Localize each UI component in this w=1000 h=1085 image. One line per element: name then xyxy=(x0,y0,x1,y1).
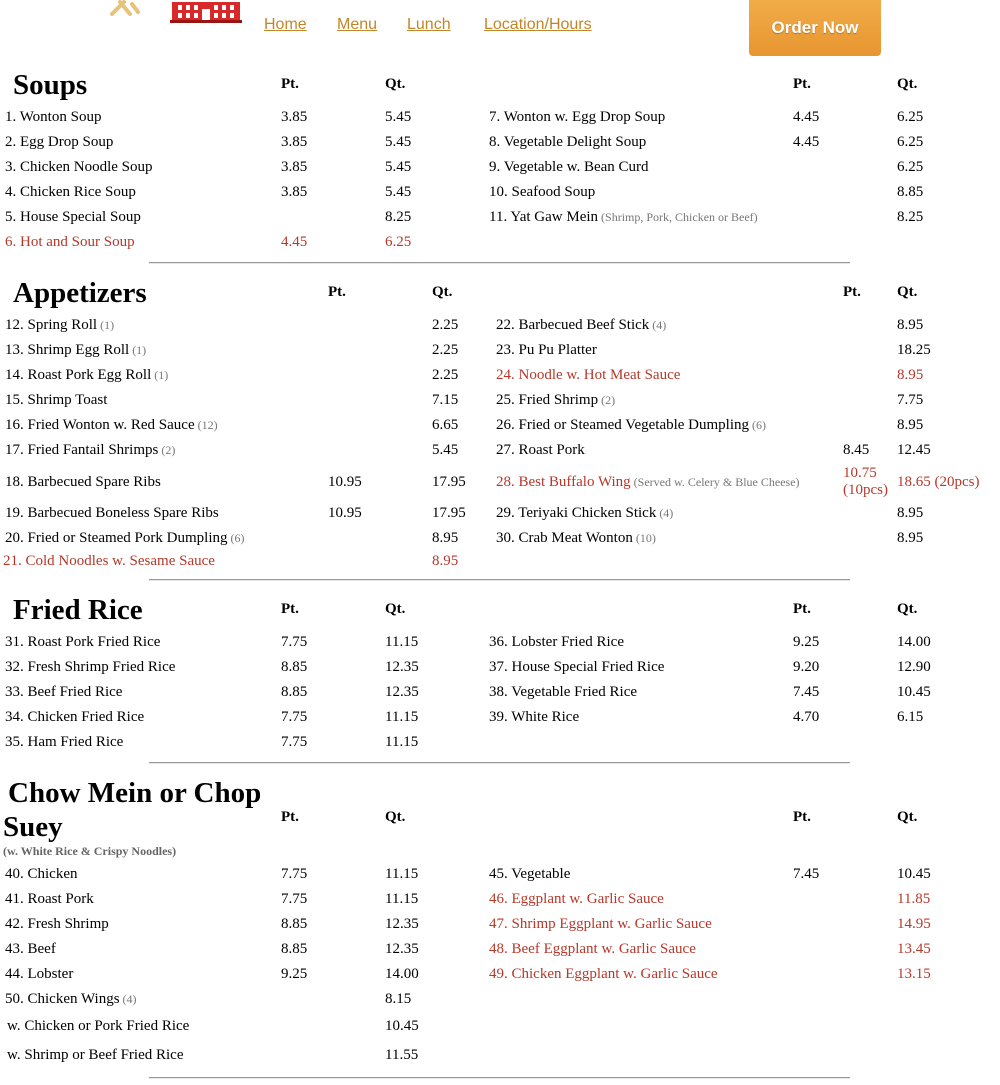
pint-price: 9.20 xyxy=(793,659,820,675)
menu-item-name: 25. Fried Shrimp xyxy=(496,392,599,408)
quart-price: 14.95 xyxy=(897,916,931,932)
menu-item-name: 42. Fresh Shrimp xyxy=(5,916,109,932)
pint-price: 7.75 xyxy=(281,634,308,650)
menu-item-name: 8. Vegetable Delight Soup xyxy=(489,134,647,150)
menu-item[interactable] xyxy=(489,208,758,226)
menu-item-name: w. Shrimp or Beef Fried Rice xyxy=(7,1047,184,1063)
quart-price: 13.45 xyxy=(897,941,931,957)
section-title: Appetizers xyxy=(13,277,147,309)
pint-price: 8.85 xyxy=(281,659,308,675)
quart-header: Qt. xyxy=(432,284,453,300)
menu-item-note: (4) xyxy=(656,506,674,520)
menu-item-name: 43. Beef xyxy=(5,941,56,957)
order-now-button[interactable]: Order Now xyxy=(749,0,881,56)
quart-price: 7.75 xyxy=(897,392,924,408)
section-title: Fried Rice xyxy=(13,594,143,626)
menu-item-name: 21. Cold Noodles w. Sesame Sauce xyxy=(3,553,215,569)
quart-price: 10.45 xyxy=(385,1018,419,1034)
quart-price: 11.15 xyxy=(385,634,419,650)
quart-price: 12.90 xyxy=(897,659,931,675)
quart-price: 10.45 xyxy=(897,866,931,882)
menu-item[interactable] xyxy=(5,965,73,983)
pint-price: 3.85 xyxy=(281,159,308,175)
pint-price: 4.45 xyxy=(793,109,820,125)
menu-item[interactable] xyxy=(5,865,78,883)
menu-item[interactable] xyxy=(496,366,680,384)
menu-item-name: 26. Fried or Steamed Vegetable Dumpling xyxy=(496,417,750,433)
menu-item-name: 35. Ham Fried Rice xyxy=(5,734,124,750)
menu-item-name: 18. Barbecued Spare Ribs xyxy=(5,474,161,490)
menu-item-name: 5. House Special Soup xyxy=(5,209,141,225)
top-nav xyxy=(0,0,1000,60)
quart-price: 11.15 xyxy=(385,709,419,725)
pint-price: 8.85 xyxy=(281,916,308,932)
menu-item-name: 14. Roast Pork Egg Roll xyxy=(5,367,152,383)
section-subtitle: (w. White Rice & Crispy Noodles) xyxy=(3,844,177,858)
quart-price: 12.45 xyxy=(897,442,931,458)
menu-item-name: 23. Pu Pu Platter xyxy=(496,342,597,358)
menu-item[interactable] xyxy=(496,341,597,359)
pint-price: 3.85 xyxy=(281,109,308,125)
quart-price: 6.25 xyxy=(897,159,924,175)
pint-header: Pt. xyxy=(281,76,299,92)
section-title: Suey xyxy=(3,811,63,843)
menu-item-note: (10) xyxy=(632,531,656,545)
quart-header: Qt. xyxy=(385,601,406,617)
menu-item-name: 3. Chicken Noodle Soup xyxy=(5,159,153,175)
quart-price: 8.95 xyxy=(897,317,924,333)
pint-price: 8.85 xyxy=(281,684,308,700)
menu-item[interactable] xyxy=(5,633,160,651)
quart-header: Qt. xyxy=(385,76,406,92)
quart-header: Qt. xyxy=(897,76,918,92)
menu-item[interactable] xyxy=(489,133,646,151)
menu-item[interactable] xyxy=(7,1046,184,1064)
quart-price: 2.25 xyxy=(432,367,459,383)
quart-price: 8.95 xyxy=(897,505,924,521)
quart-price: 14.00 xyxy=(385,966,419,982)
quart-price: 5.45 xyxy=(385,184,412,200)
menu-item[interactable] xyxy=(5,683,122,701)
menu-item-name: 48. Beef Eggplant w. Garlic Sauce xyxy=(489,941,696,957)
chopsticks-logo-icon xyxy=(110,0,160,16)
pint-price: 7.75 xyxy=(281,866,308,882)
menu-item-name: 4. Chicken Rice Soup xyxy=(5,184,136,200)
menu-item-note: (2) xyxy=(158,443,176,457)
menu-item[interactable] xyxy=(5,990,137,1008)
menu-item[interactable] xyxy=(5,341,146,359)
menu-item[interactable] xyxy=(489,658,664,676)
quart-price: 12.35 xyxy=(385,941,419,957)
menu-item[interactable] xyxy=(5,366,168,384)
quart-price: 8.95 xyxy=(432,530,459,546)
menu-item[interactable] xyxy=(489,965,718,983)
quart-header: Qt. xyxy=(385,809,406,825)
pint-price: 7.45 xyxy=(793,866,820,882)
menu-item[interactable] xyxy=(489,633,624,651)
menu-item[interactable] xyxy=(5,441,175,459)
pint-header: Pt. xyxy=(281,601,299,617)
menu-item-note: (1) xyxy=(151,368,169,382)
menu-item[interactable] xyxy=(5,708,144,726)
menu-item[interactable] xyxy=(5,316,114,334)
pint-header: Pt. xyxy=(843,284,861,300)
menu-item-name: 30. Crab Meat Wonton xyxy=(496,530,633,546)
nav-link-location-hours[interactable]: Location/Hours xyxy=(484,16,592,33)
menu-item-name: 13. Shrimp Egg Roll xyxy=(5,342,130,358)
pint-header: Pt. xyxy=(281,809,299,825)
menu-item-name: 28. Best Buffalo Wing xyxy=(496,474,631,490)
menu-item-name: 27. Roast Pork xyxy=(496,442,585,458)
pint-header: Pt. xyxy=(793,809,811,825)
pint-price: 8.85 xyxy=(281,941,308,957)
menu-item[interactable] xyxy=(5,391,107,409)
quart-price: 11.55 xyxy=(385,1047,419,1063)
menu-item[interactable] xyxy=(489,683,637,701)
pint-price: 4.70 xyxy=(793,709,820,725)
pint-header: Pt. xyxy=(793,76,811,92)
section-divider xyxy=(149,262,850,264)
menu-item[interactable] xyxy=(3,552,215,570)
quart-price: 14.00 xyxy=(897,634,931,650)
menu-item-note: (1) xyxy=(129,343,147,357)
pint-price: 8.45 xyxy=(843,442,870,458)
menu-item-name: 17. Fried Fantail Shrimps xyxy=(5,442,159,458)
menu-item-name: 9. Vegetable w. Bean Curd xyxy=(489,159,649,175)
menu-item[interactable] xyxy=(5,133,113,151)
quart-price: 10.45 xyxy=(897,684,931,700)
section-title: Chow Mein or Chop xyxy=(8,777,262,809)
menu-item[interactable] xyxy=(489,158,649,176)
menu-item-name: 50. Chicken Wings xyxy=(5,991,120,1007)
menu-item-name: 38. Vegetable Fried Rice xyxy=(489,684,638,700)
menu-item-name: 12. Spring Roll xyxy=(5,317,98,333)
menu-item[interactable] xyxy=(489,108,665,126)
menu-item-name: 22. Barbecued Beef Stick xyxy=(496,317,650,333)
menu-item-name: 47. Shrimp Eggplant w. Garlic Sauce xyxy=(489,916,712,932)
menu-item[interactable] xyxy=(489,183,595,201)
quart-price: 12.35 xyxy=(385,684,419,700)
menu-item[interactable] xyxy=(5,658,175,676)
quart-price: 11.15 xyxy=(385,734,419,750)
pint-price: 7.75 xyxy=(281,734,308,750)
menu-item-name: 49. Chicken Eggplant w. Garlic Sauce xyxy=(489,966,718,982)
menu-item[interactable] xyxy=(5,940,56,958)
pint-price: 4.45 xyxy=(281,234,308,250)
menu-item[interactable] xyxy=(5,915,109,933)
quart-price: 8.25 xyxy=(897,209,924,225)
quart-price: 8.95 xyxy=(897,367,924,383)
menu-item[interactable] xyxy=(496,441,585,459)
quart-price: 7.15 xyxy=(432,392,459,408)
pint-price: 7.75 xyxy=(281,709,308,725)
menu-item[interactable] xyxy=(5,733,123,751)
quart-price: 8.95 xyxy=(897,530,924,546)
menu-item-name: 32. Fresh Shrimp Fried Rice xyxy=(5,659,176,675)
quart-price: 12.35 xyxy=(385,659,419,675)
menu-item-name: 31. Roast Pork Fried Rice xyxy=(5,634,161,650)
pint-price: 7.75 xyxy=(281,891,308,907)
quart-price: 6.25 xyxy=(897,109,924,125)
quart-header: Qt. xyxy=(897,601,918,617)
menu-item[interactable] xyxy=(7,1017,189,1035)
pint-price: 9.25 xyxy=(281,966,308,982)
quart-price: 11.15 xyxy=(385,891,419,907)
pint-price: 7.45 xyxy=(793,684,820,700)
menu-item[interactable] xyxy=(489,865,570,883)
section-divider xyxy=(149,579,850,581)
quart-price: 8.25 xyxy=(385,209,412,225)
menu-item-name: 16. Fried Wonton w. Red Sauce xyxy=(5,417,195,433)
menu-item[interactable] xyxy=(489,915,712,933)
nav-link-home[interactable]: Home xyxy=(264,16,307,33)
nav-link-menu[interactable]: Menu xyxy=(337,16,378,33)
pint-header: Pt. xyxy=(793,601,811,617)
menu-item[interactable] xyxy=(489,890,664,908)
menu-item[interactable] xyxy=(5,183,136,201)
menu-item-name: 39. White Rice xyxy=(489,709,580,725)
menu-item[interactable] xyxy=(5,473,161,491)
menu-item-note: (1) xyxy=(97,318,115,332)
menu-item[interactable] xyxy=(496,504,673,522)
quart-price: 17.95 xyxy=(432,505,466,521)
menu-item-name: 2. Egg Drop Soup xyxy=(5,134,114,150)
pint-price: 10.95 xyxy=(328,505,362,521)
pint-price: 10.95 xyxy=(328,474,362,490)
quart-price: 8.15 xyxy=(385,991,412,1007)
menu-item[interactable] xyxy=(5,504,219,522)
quart-price: 5.45 xyxy=(385,134,412,150)
menu-item-name: 33. Beef Fried Rice xyxy=(5,684,123,700)
menu-item-note: (Shrimp, Pork, Chicken or Beef) xyxy=(598,210,758,224)
menu-item-name: 7. Wonton w. Egg Drop Soup xyxy=(489,109,666,125)
quart-price: 6.25 xyxy=(897,134,924,150)
menu-item[interactable] xyxy=(489,708,579,726)
menu-item-name: 46. Eggplant w. Garlic Sauce xyxy=(489,891,664,907)
menu-item-note: (4) xyxy=(119,992,137,1006)
quart-price: 6.15 xyxy=(897,709,924,725)
menu-item-note: (6) xyxy=(749,418,767,432)
menu-item[interactable] xyxy=(496,473,800,491)
quart-header: Qt. xyxy=(897,809,918,825)
quart-price: 2.25 xyxy=(432,317,459,333)
menu-item-name: 6. Hot and Sour Soup xyxy=(5,234,135,250)
menu-item[interactable] xyxy=(5,233,135,251)
menu-item-name: 20. Fried or Steamed Pork Dumpling xyxy=(5,530,228,546)
menu-item-name: 40. Chicken xyxy=(5,866,78,882)
menu-item-name: 19. Barbecued Boneless Spare Ribs xyxy=(5,505,219,521)
quart-price: 5.45 xyxy=(385,109,412,125)
section-divider xyxy=(149,762,850,764)
quart-price: 17.95 xyxy=(432,474,466,490)
menu-item-note: (Served w. Celery & Blue Cheese) xyxy=(630,475,800,489)
menu-item[interactable] xyxy=(5,529,244,547)
menu-item-name: 44. Lobster xyxy=(5,966,74,982)
quart-price: 13.15 xyxy=(897,966,931,982)
section-divider xyxy=(149,1077,850,1079)
menu-item-name: 24. Noodle w. Hot Meat Sauce xyxy=(496,367,681,383)
quart-price: 12.35 xyxy=(385,916,419,932)
pint-price: 10.75 xyxy=(843,465,877,481)
menu-item-name: 10. Seafood Soup xyxy=(489,184,596,200)
quart-price: 5.45 xyxy=(432,442,459,458)
menu-item[interactable] xyxy=(496,529,656,547)
menu-item[interactable] xyxy=(5,158,153,176)
menu-item[interactable] xyxy=(496,316,666,334)
menu-item[interactable] xyxy=(5,416,218,434)
pint-price: 3.85 xyxy=(281,184,308,200)
pint-price: 4.45 xyxy=(793,134,820,150)
menu-item[interactable] xyxy=(489,940,696,958)
menu-item-name: 34. Chicken Fried Rice xyxy=(5,709,145,725)
quart-header: Qt. xyxy=(897,284,918,300)
menu-item-name: w. Chicken or Pork Fried Rice xyxy=(7,1018,190,1034)
menu-item[interactable] xyxy=(5,208,141,226)
menu-item-note: (2) xyxy=(598,393,616,407)
quart-price: 11.85 xyxy=(897,891,931,907)
menu-item-name: 36. Lobster Fried Rice xyxy=(489,634,624,650)
quart-price: 18.65 (20pcs) xyxy=(897,474,980,490)
restaurant-logo-icon xyxy=(170,0,242,24)
quart-price: 11.15 xyxy=(385,866,419,882)
menu-item[interactable] xyxy=(5,108,101,126)
quart-price: 6.25 xyxy=(385,234,412,250)
quart-price: 8.85 xyxy=(897,184,924,200)
quart-price: 2.25 xyxy=(432,342,459,358)
pint-header: Pt. xyxy=(328,284,346,300)
menu-item-note: (12) xyxy=(194,418,218,432)
menu-item-name: 15. Shrimp Toast xyxy=(5,392,108,408)
menu-item-name: 37. House Special Fried Rice xyxy=(489,659,665,675)
quart-price: 8.95 xyxy=(897,417,924,433)
menu-item-name: 41. Roast Pork xyxy=(5,891,94,907)
menu-item[interactable] xyxy=(496,391,615,409)
quart-price: 18.25 xyxy=(897,342,931,358)
menu-item-name: 1. Wonton Soup xyxy=(5,109,102,125)
menu-item-name: 11. Yat Gaw Mein xyxy=(489,209,599,225)
menu-item[interactable] xyxy=(496,416,766,434)
pint-price: 3.85 xyxy=(281,134,308,150)
pint-price: 9.25 xyxy=(793,634,820,650)
section-title: Soups xyxy=(13,69,88,101)
nav-link-lunch[interactable]: Lunch xyxy=(407,16,451,33)
menu-item-note: (4) xyxy=(649,318,667,332)
quart-price: 6.65 xyxy=(432,417,459,433)
quart-price: 8.95 xyxy=(432,553,459,569)
menu-item-name: 29. Teriyaki Chicken Stick xyxy=(496,505,657,521)
pint-price-note: (10pcs) xyxy=(843,482,888,498)
menu-item-name: 45. Vegetable xyxy=(489,866,571,882)
menu-item-note: (6) xyxy=(227,531,245,545)
menu-item[interactable] xyxy=(5,890,94,908)
quart-price: 5.45 xyxy=(385,159,412,175)
